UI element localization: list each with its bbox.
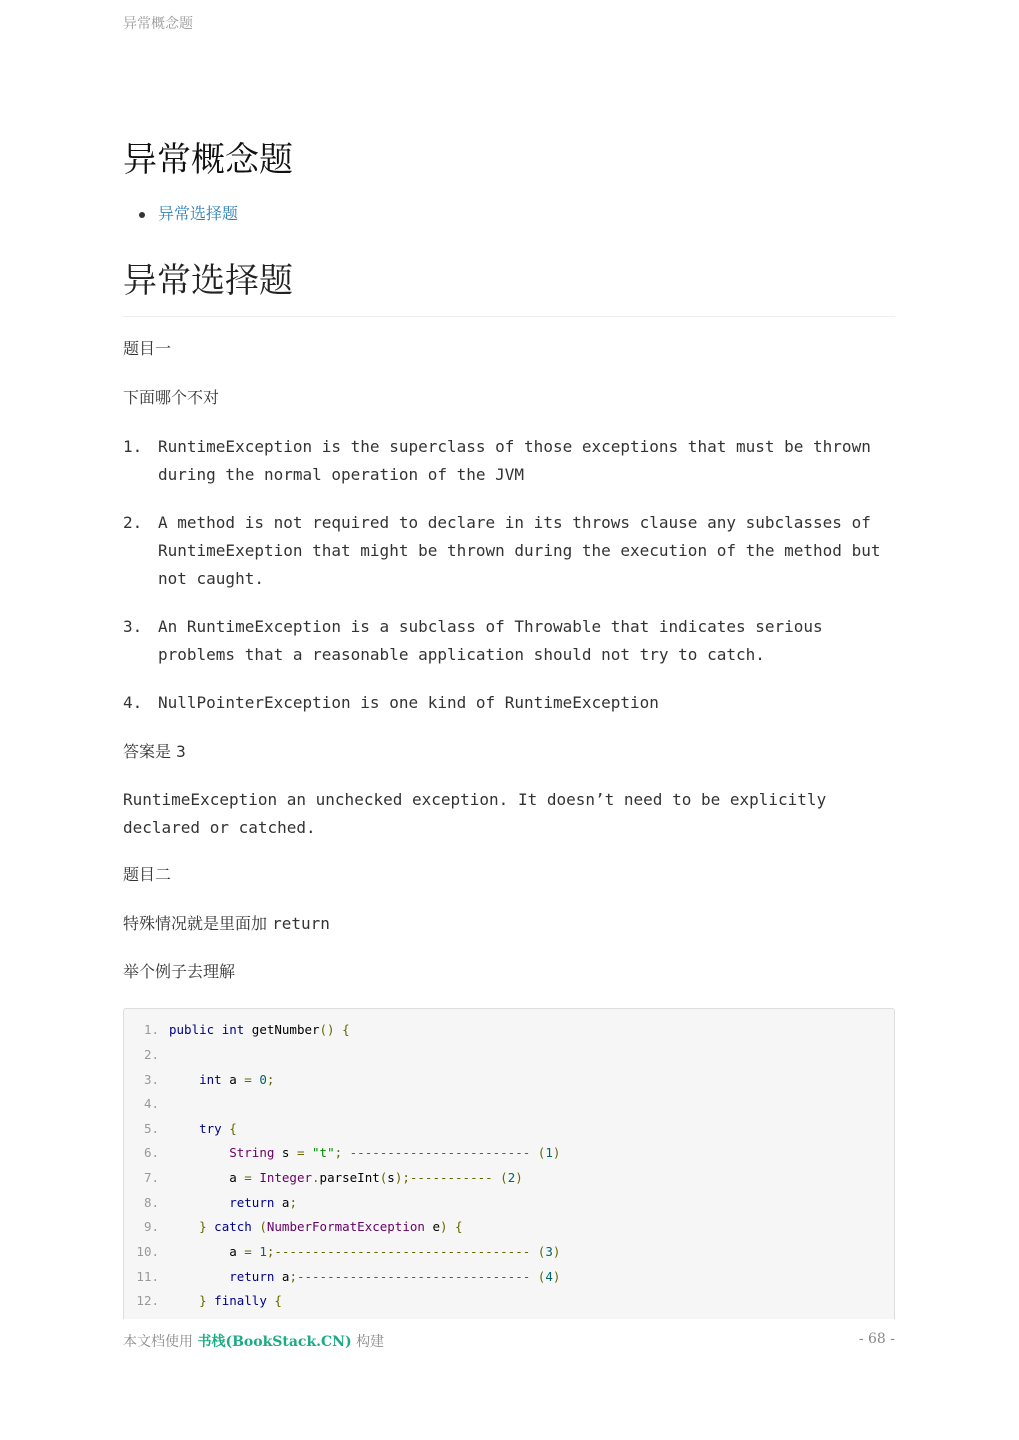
question-1-options xyxy=(123,433,895,737)
bookstack-link[interactable]: 书栈(BookStack.CN) xyxy=(197,1334,352,1350)
line-number: 7. xyxy=(143,1170,159,1185)
toc-link-exception-choice[interactable]: 异常选择题 xyxy=(158,204,239,223)
question-2-title: 题目二 xyxy=(123,865,172,884)
example-label: 举个例子去理解 xyxy=(123,962,236,981)
page-number: - 68 - xyxy=(858,1331,895,1347)
question-1-title: 题目一 xyxy=(123,339,172,358)
toc-item xyxy=(123,202,238,226)
line-number: 10. xyxy=(136,1244,159,1259)
question-2-intro: 特殊情况就是里面加 return xyxy=(123,914,330,933)
answer-line xyxy=(123,738,895,766)
answer-explanation: RuntimeException an unchecked exception. It doesn’t need to be explicitly declared or catched. xyxy=(123,790,827,837)
section-title: 异常选择题 xyxy=(123,258,895,317)
option-item: 3. An RuntimeException is a subclass of Throwable that indicates serious problems that a reasonable application should not try to catch. xyxy=(123,617,823,664)
running-header: 异常概念题 xyxy=(123,16,193,32)
code-text: } finally { xyxy=(199,1293,282,1308)
answer-value: 3 xyxy=(176,742,186,761)
question-1-prompt: 下面哪个不对 xyxy=(123,388,220,407)
code-text: int a = 0; xyxy=(199,1072,275,1087)
line-number: 9. xyxy=(143,1219,159,1234)
page-title: 异常概念题 xyxy=(123,140,293,180)
code-text: } catch (NumberFormatException e) { xyxy=(199,1219,463,1234)
code-line xyxy=(124,1043,894,1067)
option-item: 4. NullPointerException is one kind of RuntimeException xyxy=(123,693,659,712)
code-text: a = 1;---------------------------------- (3) xyxy=(169,1244,561,1259)
line-number: 11. xyxy=(136,1269,159,1284)
line-number: 2. xyxy=(143,1047,159,1062)
code-line xyxy=(124,1092,894,1116)
code-text: public int getNumber() { xyxy=(169,1022,350,1037)
code-line xyxy=(124,1068,894,1092)
code-text: return a;------------------------------- (4) xyxy=(229,1269,561,1284)
line-number: 12. xyxy=(136,1293,159,1308)
table-of-contents xyxy=(123,202,238,226)
option-item: 1. RuntimeException is the superclass of those exceptions that must be thrown during the normal operation of the JVM xyxy=(123,437,871,484)
code-line xyxy=(124,1117,894,1141)
code-block xyxy=(123,1008,895,1319)
code-line xyxy=(124,1191,894,1215)
code-text: try { xyxy=(199,1121,237,1136)
code-line xyxy=(124,1215,894,1239)
line-number: 8. xyxy=(143,1195,159,1210)
footer-credit: 本文档使用 书栈(BookStack.CN) 构建 xyxy=(123,1334,385,1350)
code-line xyxy=(124,1265,894,1289)
code-line xyxy=(124,1240,894,1264)
code-line xyxy=(124,1018,894,1042)
line-number: 6. xyxy=(143,1145,159,1160)
option-item: 2. A method is not required to declare in its throws clause any subclasses of RuntimeExeption that might be thrown during the execution of the method but not caught. xyxy=(123,513,881,588)
code-text: a = Integer.parseInt(s);----------- (2) xyxy=(169,1170,523,1185)
line-number: 5. xyxy=(143,1121,159,1136)
answer-label: 答案是 xyxy=(123,742,172,761)
line-number: 3. xyxy=(143,1072,159,1087)
line-number: 4. xyxy=(143,1096,159,1111)
line-number: 1. xyxy=(143,1022,159,1037)
inline-code: return xyxy=(272,914,330,933)
code-line xyxy=(124,1289,894,1313)
code-text: return a; xyxy=(229,1195,297,1210)
code-line xyxy=(124,1141,894,1165)
code-text: String s = "t"; ------------------------ (1) xyxy=(229,1145,561,1160)
code-line xyxy=(124,1166,894,1190)
